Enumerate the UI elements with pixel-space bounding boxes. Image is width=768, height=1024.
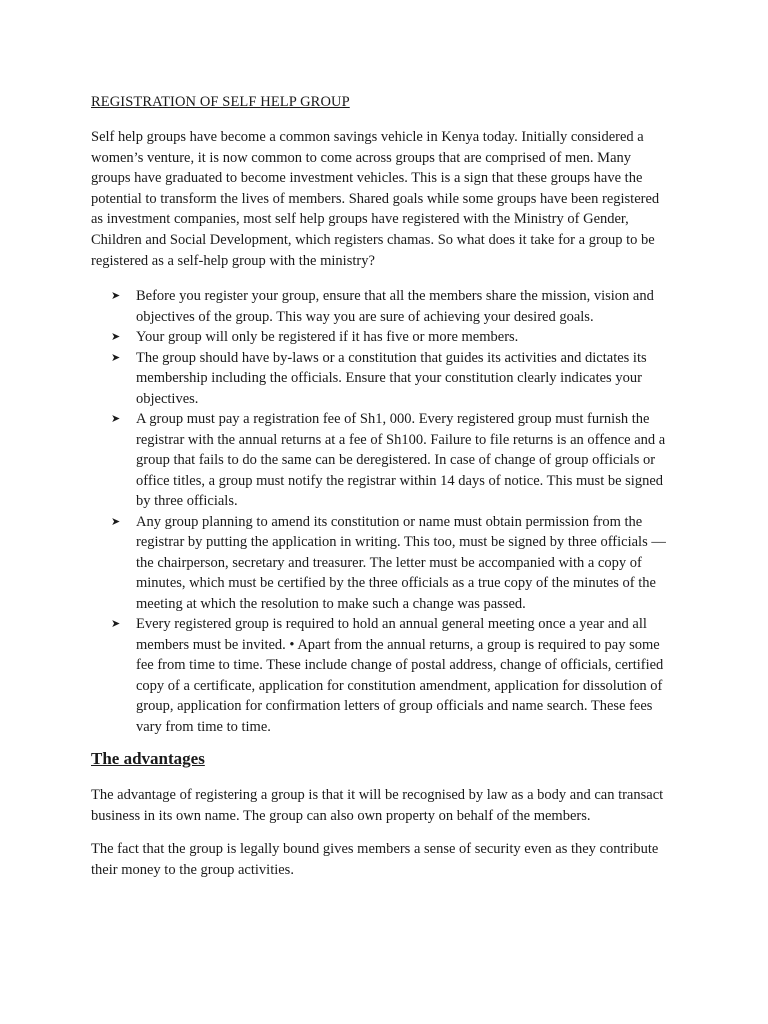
arrowhead-bullet-icon: ➤ (111, 617, 121, 630)
list-item-text: A group must pay a registration fee of Sh1, 000. Every registered group must furnish the registrar with the annual returns at a fee of Sh100. Failure to file returns is an offence and a group that fails to do the same can be deregistered. In case of change of group officials or office titles, a group must notify the registrar within 14 days of notice. This must be signed by three officials. (136, 411, 666, 509)
arrowhead-bullet-icon: ➤ (111, 289, 121, 302)
advantages-paragraph: The advantage of registering a group is that it will be recognised by law as a body and can transact business in its own name. The group can also own property on behalf of the members. (91, 787, 664, 824)
list-item (91, 286, 675, 327)
list-item (91, 512, 675, 615)
advantages-heading: The advantages (91, 749, 205, 768)
list-item-text: Every registered group is required to hold an annual general meeting once a year and all members must be invited. • Apart from the annual returns, a group is required to pay some fee from time to time. These include change of postal address, change of officials, certified copy of a certificate, application for constitution amendment, application for dissolution of group, application for confirmation letters of group officials and name search. These fees vary from time to time. (136, 616, 664, 735)
arrowhead-bullet-icon: ➤ (111, 330, 121, 343)
list-item (91, 409, 675, 512)
arrowhead-bullet-icon: ➤ (111, 514, 121, 528)
requirements-list (91, 286, 675, 737)
arrowhead-bullet-icon: ➤ (111, 350, 121, 364)
list-item-text: Your group will only be registered if it has five or more members. (136, 329, 519, 345)
list-item (91, 614, 675, 737)
advantages-paragraph: The fact that the group is legally bound gives members a sense of security even as they contribute their money to the group activities. (91, 841, 659, 878)
document-title: REGISTRATION OF SELF HELP GROUP (91, 94, 350, 110)
list-item-text: Any group planning to amend its constitution or name must obtain permission from the registrar by putting the application in writing. This too, must be signed by three officials — the chairperson, secretary and treasurer. The letter must be accompanied with a copy of minutes, which must be certified by the three officials as a true copy of the minutes of the meeting at which the resolution to make such a change was passed. (136, 513, 666, 612)
list-item (91, 348, 675, 410)
list-item-text: The group should have by-laws or a constitution that guides its activities and dictates its membership including the officials. Ensure that your constitution clearly indicates your objectives. (136, 349, 647, 407)
list-item (91, 327, 675, 348)
arrowhead-bullet-icon: ➤ (111, 412, 121, 425)
intro-paragraph: Self help groups have become a common savings vehicle in Kenya today. Initially considered a women’s venture, it is now common to come across groups that are comprised of men. Many groups have graduated to become investment vehicles. This is a sign that these groups have the potential to transform the lives of members. Shared goals while some groups have been registered as investment companies, most self help groups have registered with the Ministry of Gender, Children and Social Development, which registers chamas. So what does it take for a group to be registered as a self-help group with the ministry? (91, 129, 660, 269)
list-item-text: Before you register your group, ensure that all the members share the mission, vision and objectives of the group. This way you are sure of achieving your desired goals. (136, 288, 654, 325)
